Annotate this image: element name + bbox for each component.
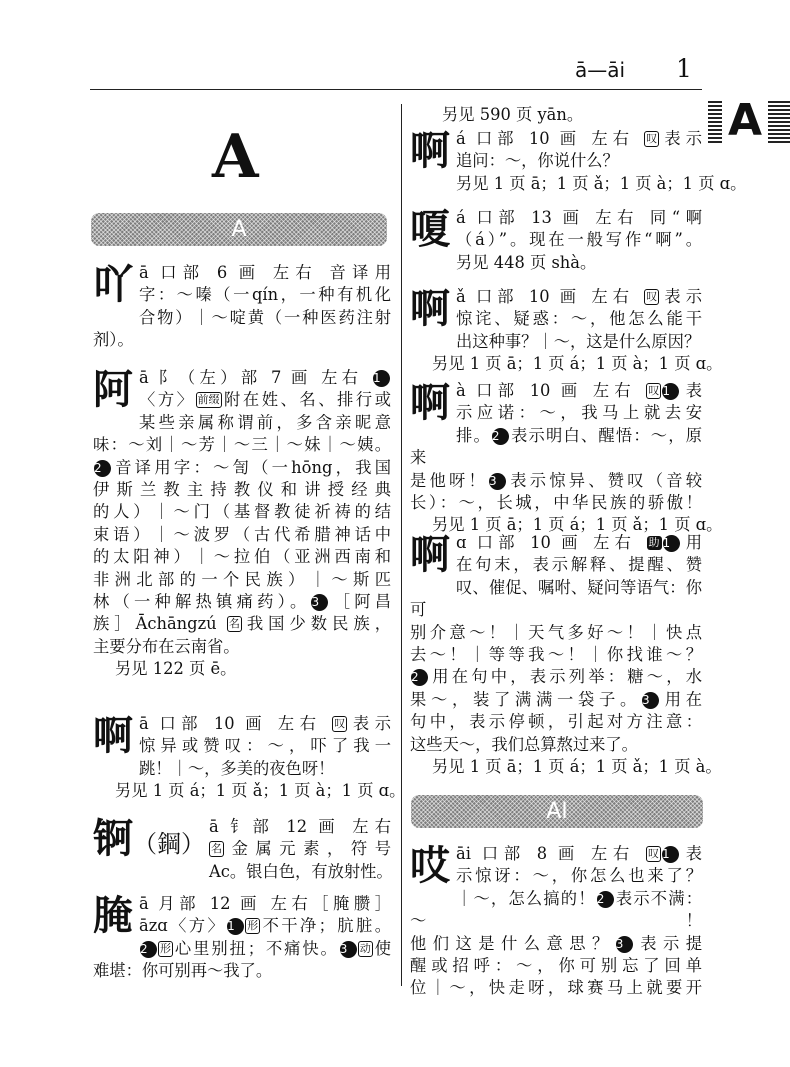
entry-line — [93, 938, 391, 960]
entry-text: 我国少数民族， — [241, 614, 391, 634]
dict-entry-a-second-tone — [410, 127, 747, 195]
entry-line — [410, 666, 702, 688]
entry-line: 在句末，表示解释、提醒、赞 — [456, 555, 702, 575]
entry-line: 别介意～！｜天气多好～！｜快点 — [410, 622, 702, 642]
entry-line: 追问：～，你说什么？ — [456, 151, 619, 171]
entry-text: 金属元素，符号 — [224, 839, 391, 859]
entry-line: （á）”。现在一般写作“啊”。 — [456, 230, 702, 250]
sense-number-marker: 1 — [373, 370, 390, 387]
entry-text: 表示 — [659, 129, 702, 148]
entry-headword-simplified: 锕 — [93, 815, 133, 862]
entry-text: 不干净；肮脏。 — [260, 916, 391, 936]
entry-line — [410, 425, 702, 470]
entry-headword: 嗄 — [410, 206, 450, 253]
entry-line: 字：～嗪（一qín，一种有机化 — [139, 285, 391, 305]
entry-text: 〈方〉 — [139, 390, 196, 410]
entry-line: 合物）｜～啶黄（一种医药注射 — [139, 307, 391, 327]
entry-headword: 啊 — [410, 285, 450, 332]
entry-text: 果～，装了满满一袋子。 — [410, 689, 641, 709]
entry-line — [93, 457, 391, 479]
entry-text: 他们这是什么意思？ — [410, 933, 615, 953]
entry-line: 味：～刘｜～芳｜～三｜～妹｜～姨。 — [93, 435, 391, 455]
syllable-band-label: A — [231, 217, 247, 242]
entry-headword: 啊 — [410, 531, 450, 578]
dict-entry-azang — [93, 893, 391, 983]
entry-line — [410, 286, 702, 308]
entry-line — [410, 380, 702, 402]
sense-number-marker: 3 — [642, 692, 659, 709]
entry-line — [93, 591, 391, 613]
entry-line: 惊诧、疑惑：～，他怎么能干 — [456, 309, 702, 329]
entry-text: ｜～，怎么搞的！ — [456, 888, 596, 908]
entry-line — [93, 367, 391, 389]
entry-line — [93, 613, 391, 635]
entry-line — [410, 888, 702, 933]
entry-line: 长）：～，长城，中华民族的骄傲！ — [410, 493, 702, 513]
entry-headword-traditional: （鋼） — [133, 830, 205, 858]
entry-line — [410, 470, 702, 492]
dict-entry-ai — [410, 843, 702, 1000]
page-number: 1 — [676, 54, 692, 83]
entry-text: 用 — [680, 533, 702, 552]
entry-line: 的人）｜～门（基督教徒祈祷的结 — [93, 502, 391, 522]
entry-text: 表示不满：～！ — [410, 888, 702, 931]
pos-tag: 叹 — [646, 132, 658, 145]
column-divider — [401, 104, 402, 986]
entry-text: āi 口部 8 画 左右 — [456, 844, 636, 863]
pos-tag: 叹 — [334, 717, 346, 730]
syllable-band-ai — [411, 795, 703, 828]
pos-tag: 前缀 — [197, 393, 220, 407]
entry-line — [93, 915, 391, 937]
entry-line: 示应诺：～，我马上就去安 — [456, 403, 702, 423]
entry-line: 某些亲属称谓前，多含亲昵意 — [139, 412, 391, 432]
sense-number-marker: 1 — [663, 535, 680, 552]
entry-line: 出这种事？｜～，这是什么原因？ — [456, 331, 701, 351]
entry-text: 用在 — [659, 689, 702, 709]
dict-entry-ya — [93, 262, 391, 352]
entry-line: 束语）｜～波罗（古代希腊神话中 — [93, 524, 391, 544]
right-column-continuation — [420, 104, 702, 126]
entry-text: 表示明白、醒悟：～，原来 — [410, 425, 702, 468]
syllable-band-label: AI — [546, 799, 568, 824]
entry-headword: 啊 — [93, 712, 133, 759]
sense-number-marker: 2 — [411, 669, 428, 686]
entry-line: 醒或招呼：～，你可别忘了回单 — [410, 956, 702, 976]
pos-tag: 叹 — [646, 290, 658, 303]
pos-tag: 动 — [359, 941, 371, 955]
sense-number-marker: 3 — [311, 594, 328, 611]
sense-number-marker: 1 — [227, 918, 244, 935]
entry-line: Ac。银白色，有放射性。 — [209, 861, 393, 881]
entry-line: 的太阳神）｜～拉伯（亚洲西南和 — [93, 547, 391, 567]
entry-line — [410, 128, 702, 150]
sense-number-marker: 1 — [662, 846, 679, 863]
entry-line — [410, 689, 702, 711]
entry-line — [93, 389, 391, 411]
entry-text: 使 — [372, 938, 391, 958]
dict-entry-a-fourth-tone — [410, 379, 723, 537]
cross-reference: 另见 590 页 yān。 — [442, 105, 584, 124]
dict-entry-a-prefix — [93, 367, 391, 681]
sense-number-marker: 3 — [616, 936, 633, 953]
entry-text: 表 — [680, 381, 702, 400]
dict-entry-sha-a — [410, 207, 702, 274]
entry-line: 难堪：你可别再～我了。 — [93, 961, 273, 981]
entry-line: 非洲北部的一个民族）｜～斯匹 — [93, 569, 391, 589]
entry-line: 去～！｜等等我～！｜你找谁～？ — [410, 645, 702, 665]
thumb-index-letter: A — [722, 95, 768, 147]
entry-line: ā 月部 12 画 左右［腌臜］ — [139, 894, 391, 913]
entry-text: 心里别扭；不痛快。 — [173, 938, 339, 958]
syllable-band-a — [91, 213, 387, 246]
cross-reference: 另见 1 页 ā；1 页 á；1 页 ǎ；1 页 à。 — [432, 757, 722, 777]
entry-text: 附在姓、名、排行或 — [221, 390, 391, 410]
entry-text: 音译用字：～訇（一hōng，我国 — [112, 457, 391, 477]
entry-line: 主要分布在云南省。 — [93, 636, 240, 656]
header-rule — [90, 89, 702, 90]
sense-number-marker: 2 — [140, 941, 157, 958]
entry-text: 表示 — [347, 714, 391, 733]
entry-text: āzɑ〈方〉 — [139, 916, 227, 936]
entry-line — [410, 532, 702, 554]
page-header-range: ā—āi — [575, 58, 626, 82]
entry-text: 族］Āchāngzú — [93, 614, 217, 634]
cross-reference: 另见 122 页 ē。 — [115, 659, 237, 679]
dict-entry-a-third-tone — [410, 285, 723, 376]
cross-reference: 另见 1 页 ā；1 页 á；1 页 ǎ；1 页 ɑ。 — [432, 515, 723, 535]
cross-reference: 另见 1 页 ā；1 页 á；1 页 à；1 页 ɑ。 — [432, 354, 723, 374]
pos-tag: 形 — [247, 919, 259, 933]
entry-text: 表示提 — [633, 933, 702, 953]
entry-text: à 口部 10 画 左右 — [456, 381, 636, 400]
entry-line — [410, 933, 702, 955]
entry-headword: 啊 — [410, 127, 450, 174]
entry-line — [410, 843, 702, 865]
pos-tag: 助 — [648, 536, 660, 549]
entry-line: 位｜～，快走呀，球赛马上就要开 — [410, 978, 702, 998]
entry-line: á 口部 13 画 左右 同“啊 — [456, 208, 702, 227]
entry-text: 排。 — [456, 425, 491, 445]
entry-line: 示惊讶：～，你怎么也来了？ — [456, 866, 702, 886]
entry-headword: 哎 — [410, 842, 450, 889]
cross-reference: 另见 448 页 shà。 — [456, 252, 597, 272]
entry-line: 剂）。 — [93, 330, 134, 350]
entry-line: 叹、催促、嘱咐、疑问等语气：你可 — [410, 577, 702, 620]
dict-entry-a-neutral-tone — [410, 531, 722, 778]
entry-headword — [93, 817, 205, 866]
entry-text: ǎ 口部 10 画 左右 — [456, 287, 635, 306]
entry-text: ɑ 口部 10 画 左右 — [456, 533, 637, 552]
entry-headword: 啊 — [410, 379, 450, 426]
entry-line — [93, 713, 391, 735]
entry-line: ā 口部 6 画 左右 音译用 — [139, 263, 391, 282]
pos-tag: 叹 — [648, 384, 660, 397]
pos-tag: 名 — [211, 842, 222, 856]
pos-tag: 形 — [160, 941, 171, 955]
pos-tag: 叹 — [647, 847, 659, 860]
cross-reference: 另见 1 页 á；1 页 ǎ；1 页 à；1 页 ɑ。 — [115, 781, 406, 801]
sense-number-marker: 2 — [597, 891, 614, 908]
cross-reference: 另见 1 页 ā；1 页 ǎ；1 页 à；1 页 ɑ。 — [456, 173, 747, 193]
dict-entry-actinium — [93, 816, 391, 883]
sense-number-marker: 3 — [340, 941, 357, 958]
entry-text: 表 — [679, 844, 702, 863]
pos-tag: 名 — [228, 617, 240, 631]
entry-line: 句中，表示停顿，引起对方注意： — [410, 712, 702, 732]
entry-text: 是他呀！ — [410, 470, 488, 490]
entry-line: 惊异或赞叹：～，吓了我一 — [139, 736, 391, 756]
entry-line: 这些天～，我们总算熬过来了。 — [410, 734, 638, 754]
section-letter-heading: A — [212, 122, 259, 192]
entry-text: 用在句中，表示列举：糖～，水 — [429, 667, 702, 687]
entry-line: ā 钅部 12 画 左右 — [209, 817, 391, 836]
entry-headword: 吖 — [93, 261, 133, 308]
entry-text: ā 口部 10 画 左右 — [139, 714, 322, 733]
entry-text: ［阿昌 — [329, 592, 391, 612]
entry-text: 林（一种解热镇痛药）。 — [93, 592, 311, 612]
sense-number-marker: 2 — [492, 428, 509, 445]
sense-number-marker: 1 — [662, 383, 679, 400]
sense-number-marker: 2 — [94, 460, 111, 477]
entry-text: ā 阝（左）部 7 画 左右 — [139, 368, 363, 387]
entry-headword: 阿 — [93, 366, 133, 413]
entry-headword: 腌 — [93, 892, 133, 939]
entry-text: á 口部 10 画 左右 — [456, 129, 635, 148]
sense-number-marker: 3 — [489, 473, 506, 490]
entry-line: 伊斯兰教主持教仪和讲授经典 — [93, 480, 391, 500]
thumb-index-tab[interactable] — [708, 95, 790, 148]
entry-text: 表示惊异、赞叹（音较 — [507, 470, 702, 490]
dict-entry-a-first-tone — [93, 712, 406, 803]
entry-line: 跳！｜～，多美的夜色呀！ — [139, 758, 335, 778]
entry-text: 表示 — [659, 287, 702, 306]
